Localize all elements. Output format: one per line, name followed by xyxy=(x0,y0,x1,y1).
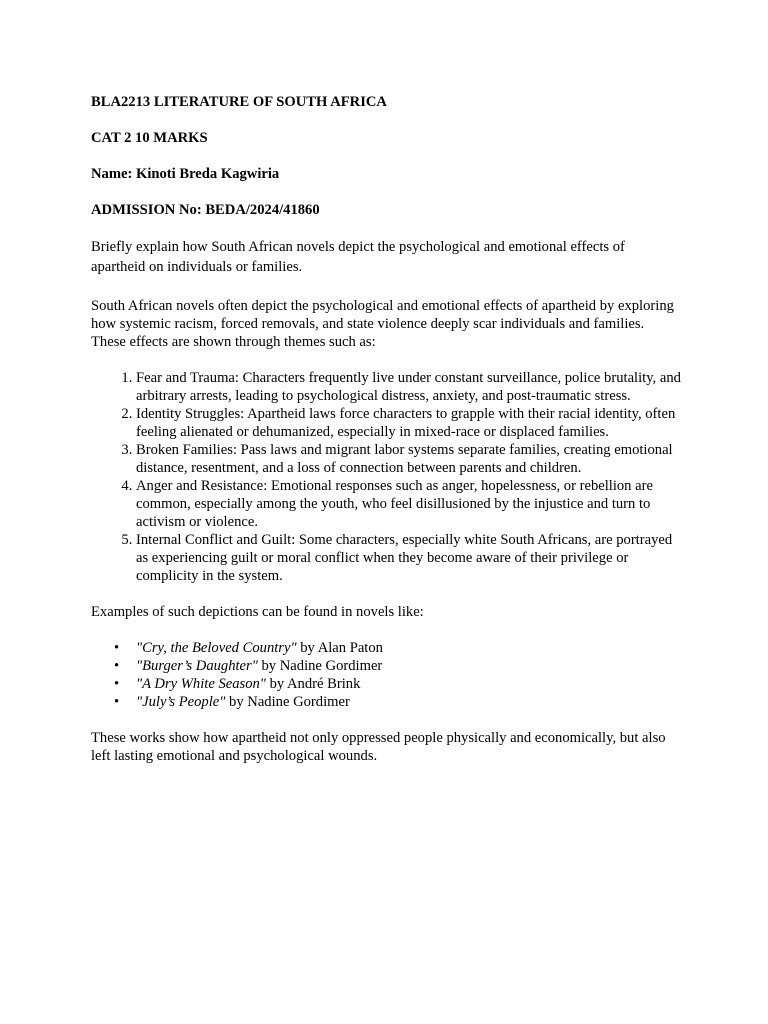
student-name: Name: Kinoti Breda Kagwiria xyxy=(91,166,280,182)
bullet-glyph: • xyxy=(114,694,120,710)
novel-item xyxy=(114,657,681,675)
themes-list xyxy=(91,369,681,585)
novel-item xyxy=(114,639,681,657)
conclusion-paragraph: These works show how apartheid not only oppressed people physically and economically, but also left lasting emotional and psychological wounds. xyxy=(91,730,666,764)
admission-number: ADMISSION No: BEDA/2024/41860 xyxy=(91,202,320,218)
novel-author: by André Brink xyxy=(265,676,361,692)
theme-item: 2. Identity Struggles: Apartheid laws force characters to grapple with their racial identity, often feeling alienated or dehumanized, especially in mixed-race or displaced families. xyxy=(136,405,681,441)
novel-author: by Nadine Gordimer xyxy=(257,658,383,674)
bullet-glyph: • xyxy=(114,658,120,674)
question-text: Briefly explain how South African novels depict the psychological and emotional effects of apartheid on individuals or families. xyxy=(91,239,625,275)
theme-item: 4. Anger and Resistance: Emotional responses such as anger, hopelessness, or rebellion are common, especially among the youth, who feel disillusioned by the injustice and turn to activism or violence. xyxy=(136,477,681,531)
theme-item: 1. Fear and Trauma: Characters frequently live under constant surveillance, police brutality, and arbitrary arrests, leading to psychological distress, anxiety, and post-traumatic stress. xyxy=(136,369,681,405)
bullet-glyph: • xyxy=(114,676,120,692)
cat-heading: CAT 2 10 MARKS xyxy=(91,130,208,146)
novel-author: by Nadine Gordimer xyxy=(225,694,350,710)
examples-intro: Examples of such depictions can be found in novels like: xyxy=(91,604,424,620)
novel-author: by Alan Paton xyxy=(296,640,383,656)
theme-item: 3. Broken Families: Pass laws and migrant labor systems separate families, creating emotional distance, resentment, and a loss of connection between parents and children. xyxy=(136,441,681,477)
bullet-glyph: • xyxy=(114,640,120,656)
novel-title: "Cry, the Beloved Country" xyxy=(136,640,297,656)
intro-paragraph: South African novels often depict the psychological and emotional effects of apartheid by exploring how systemic racism, forced removals, and state violence deeply scar individuals and families. These effects are shown through themes such as: xyxy=(91,298,674,350)
novel-item xyxy=(114,675,681,693)
novel-title: "July’s People" xyxy=(136,694,226,710)
course-title: BLA2213 LITERATURE OF SOUTH AFRICA xyxy=(91,94,387,110)
novel-title: "A Dry White Season" xyxy=(136,676,266,692)
novels-list xyxy=(91,639,681,711)
document-body xyxy=(91,93,681,783)
theme-item: 5. Internal Conflict and Guilt: Some characters, especially white South Africans, are portrayed as experiencing guilt or moral conflict when they become aware of their privilege or complicity in the system. xyxy=(136,531,681,585)
novel-item xyxy=(114,693,681,711)
novel-title: "Burger’s Daughter" xyxy=(136,658,258,674)
